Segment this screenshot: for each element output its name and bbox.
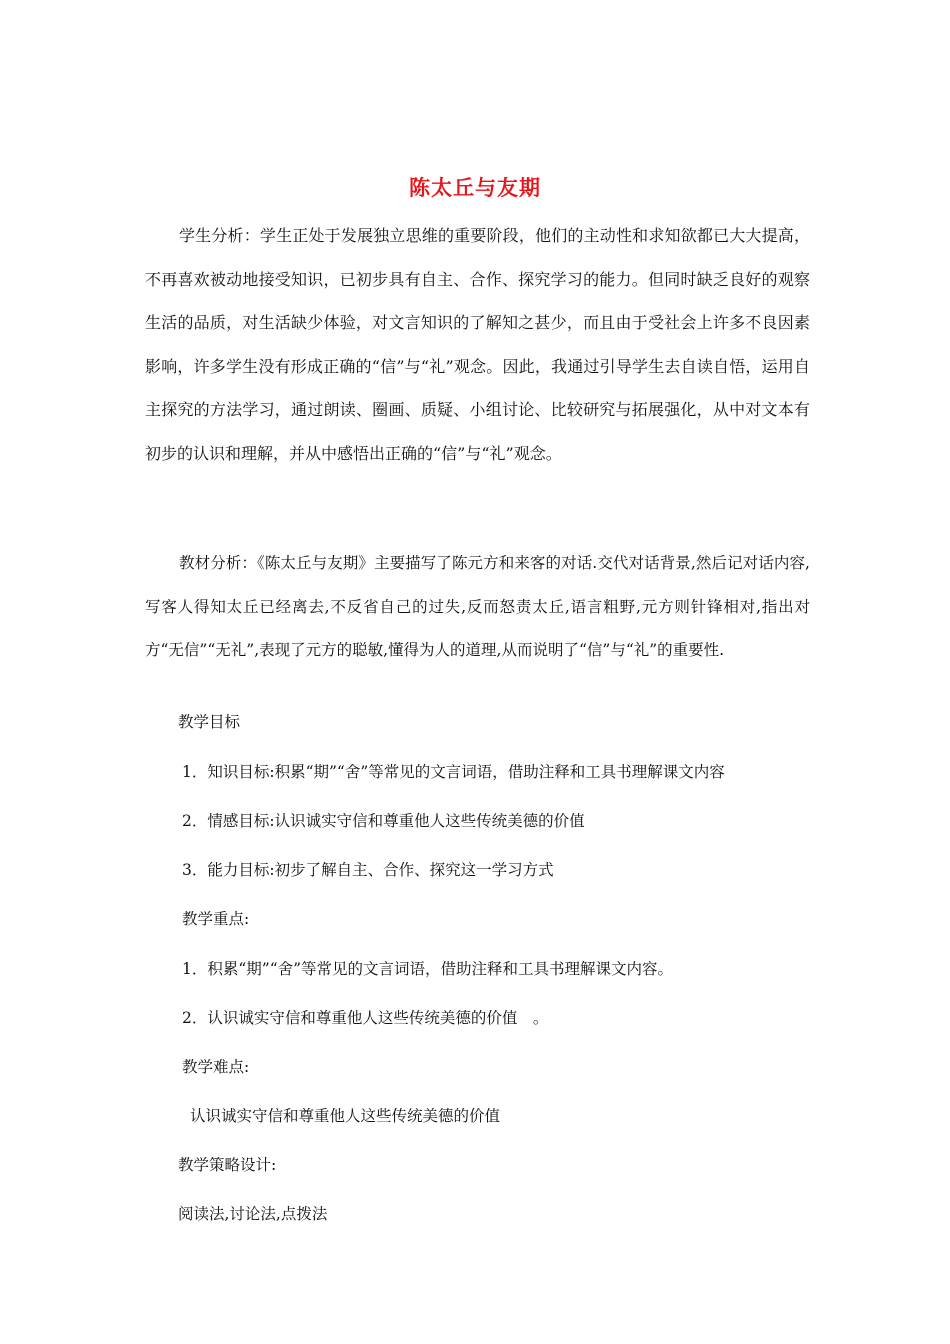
difficulty-text: 认识诚实守信和尊重他人这些传统美德的价值 [190,1107,501,1125]
key-points-heading: 教学重点: [182,910,250,928]
goal-item-2: 2．情感目标:认识诚实守信和尊重他人这些传统美德的价值 [182,812,585,830]
goal-item-1: 1．知识目标:积累“期”“舍”等常见的文言词语，借助注释和工具书理解课文内容 [182,763,725,781]
material-analysis-paragraph: 教材分析：《陈太丘与友期》主要描写了陈元方和来客的对话.交代对话背景,然后记对话内容,写客人得知太丘已经离去,不反省自己的过失,反而怒责太丘,语言粗野,元方则针锋相对,指出对方“无信”“无礼”,表现了元方的聪敏,懂得为人的道理,从而说明了“信”与“礼”的重要性. [145,554,810,659]
strategy-text: 阅读法,讨论法,点拨法 [178,1205,328,1223]
document-title: 陈太丘与友期 [409,176,541,200]
key-point-item-1: 1．积累“期”“舍”等常见的文言词语，借助注释和工具书理解课文内容。 [182,960,674,978]
goals-heading: 教学目标 [178,713,241,731]
difficulty-heading: 教学难点: [182,1058,250,1076]
goal-item-3: 3．能力目标:初步了解自主、合作、探究这一学习方式 [182,861,554,879]
strategy-heading: 教学策略设计: [178,1156,277,1174]
key-point-item-2: 2．认识诚实守信和尊重他人这些传统美德的价值 。 [182,1009,549,1027]
student-analysis-paragraph: 学生分析：学生正处于发展独立思维的重要阶段，他们的主动性和求知欲都已大大提高，不再喜欢被动地接受知识，已初步具有自主、合作、探究学习的能力。但同时缺乏良好的观察生活的品质，对生活缺少体验，对文言知识的了解知之甚少，而且由于受社会上许多不良因素影响，许多学生没有形成正确的“信”与“礼”观念。因此，我通过引导学生去自读自悟，运用自主探究的方法学习，通过朗读、圈画、质疑、小组讨论、比较研究与拓展强化，从中对文本有初步的认识和理解，并从中感悟出正确的“信”与“礼”观念。 [145,226,810,463]
